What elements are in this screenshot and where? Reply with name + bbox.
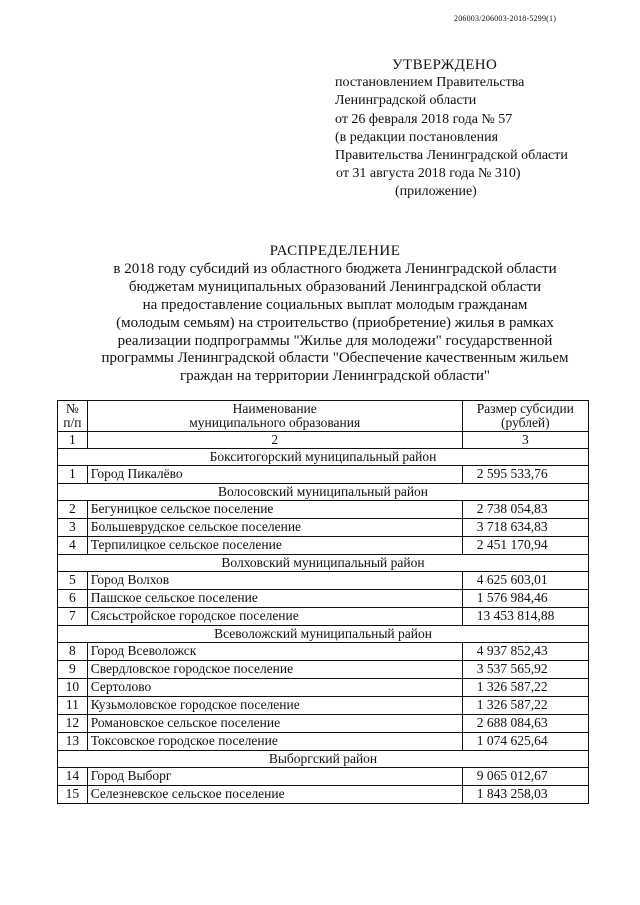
table-row	[58, 679, 589, 697]
municipality-name: Романовское сельское поселение	[87, 715, 462, 733]
subsidy-amount: 2 595 533,76	[462, 466, 588, 484]
row-number: 1	[58, 466, 88, 484]
heading-title: РАСПРЕДЕЛЕНИЕ	[269, 243, 401, 259]
header-amount-line: Размер субсидии	[476, 401, 574, 416]
table-row	[58, 501, 589, 519]
row-number: 11	[58, 697, 88, 715]
municipality-name: Терпилицкое сельское поселение	[87, 537, 462, 555]
heading-line: граждан на территории Ленинградской области"	[179, 368, 491, 385]
subsidy-amount: 4 937 852,43	[462, 643, 588, 661]
approval-annex: (приложение)	[395, 184, 477, 200]
municipality-name: Кузьмоловское городское поселение	[87, 697, 462, 715]
subsidy-amount: 2 738 054,83	[462, 501, 588, 519]
subsidy-amount: 1 326 587,22	[462, 697, 588, 715]
table-body	[58, 449, 589, 804]
header-num-line: №	[65, 401, 79, 416]
column-index: 1	[58, 432, 88, 449]
distribution-heading	[60, 243, 610, 386]
row-number: 7	[58, 608, 88, 626]
row-number: 9	[58, 661, 88, 679]
approval-line: от 31 августа 2018 года № 310)	[336, 166, 521, 182]
row-number: 12	[58, 715, 88, 733]
table-row	[58, 608, 589, 626]
column-index-row	[58, 432, 589, 449]
approval-line: от 26 февраля 2018 года № 57	[335, 111, 513, 127]
table-row	[58, 466, 589, 484]
header-name-line: муниципального образования	[189, 415, 361, 430]
municipality-name: Селезневское сельское поселение	[87, 786, 462, 804]
table-row	[58, 786, 589, 804]
header-num	[58, 401, 88, 432]
district-name: Волосовский муниципальный район	[58, 484, 589, 501]
approval-block	[335, 56, 568, 202]
subsidy-amount: 4 625 603,01	[462, 572, 588, 590]
header-amount	[462, 401, 588, 432]
heading-line: бюджетам муниципальных образований Ленинградской области	[128, 278, 542, 295]
row-number: 4	[58, 537, 88, 555]
table-header-row	[58, 401, 589, 432]
subsidy-amount: 13 453 814,88	[462, 608, 588, 626]
municipality-name: Сясьстройское городское поселение	[87, 608, 462, 626]
heading-line: реализации подпрограммы "Жилье для молодежи" государственной	[117, 332, 553, 349]
municipality-name: Бегуницкое сельское поселение	[87, 501, 462, 519]
subsidy-amount: 9 065 012,67	[462, 768, 588, 786]
document-stamp: 206003/206003-2018-5299(1)	[454, 14, 557, 23]
table-row	[58, 590, 589, 608]
municipality-name: Пашское сельское поселение	[87, 590, 462, 608]
municipality-name: Город Всеволожск	[87, 643, 462, 661]
subsidy-amount: 3 537 565,92	[462, 661, 588, 679]
table-row	[58, 733, 589, 751]
district-name: Всеволожский муниципальный район	[58, 626, 589, 643]
table-row	[58, 697, 589, 715]
row-number: 14	[58, 768, 88, 786]
approval-line: (в редакции постановления	[335, 129, 499, 145]
municipality-name: Город Волхов	[87, 572, 462, 590]
subsidy-amount: 3 718 634,83	[462, 519, 588, 537]
subsidy-amount: 1 326 587,22	[462, 679, 588, 697]
heading-line: программы Ленинградской области "Обеспечение качественным жильем	[101, 350, 569, 367]
subsidy-amount: 1 576 984,46	[462, 590, 588, 608]
district-name: Бокситогорский муниципальный район	[58, 449, 589, 466]
column-index: 2	[87, 432, 462, 449]
row-number: 15	[58, 786, 88, 804]
municipality-name: Токсовское городское поселение	[87, 733, 462, 751]
table-row	[58, 661, 589, 679]
row-number: 2	[58, 501, 88, 519]
row-number: 13	[58, 733, 88, 751]
municipality-name: Город Выборг	[87, 768, 462, 786]
subsidy-amount: 2 451 170,94	[462, 537, 588, 555]
heading-line: (молодым семьям) на строительство (приобретение) жилья в рамках	[116, 314, 554, 331]
subsidy-table	[57, 400, 589, 804]
row-number: 10	[58, 679, 88, 697]
municipality-name: Город Пикалёво	[87, 466, 462, 484]
district-row	[58, 626, 589, 643]
district-row	[58, 484, 589, 501]
subsidy-amount: 2 688 084,63	[462, 715, 588, 733]
row-number: 8	[58, 643, 88, 661]
row-number: 5	[58, 572, 88, 590]
approval-title: УТВЕРЖДЕНО	[392, 57, 498, 73]
district-name: Выборгский район	[58, 751, 589, 768]
municipality-name: Большеврудское сельское поселение	[87, 519, 462, 537]
row-number: 3	[58, 519, 88, 537]
header-num-line: п/п	[63, 415, 82, 430]
table-row	[58, 715, 589, 733]
header-name	[87, 401, 462, 432]
district-row	[58, 449, 589, 466]
table-row	[58, 537, 589, 555]
table-row	[58, 519, 589, 537]
table-row	[58, 572, 589, 590]
approval-line: постановлением Правительства	[335, 75, 525, 91]
district-row	[58, 751, 589, 768]
table-row	[58, 768, 589, 786]
subsidy-amount: 1 843 258,03	[462, 786, 588, 804]
header-name-line: Наименование	[232, 401, 317, 416]
table-row	[58, 643, 589, 661]
district-name: Волховский муниципальный район	[58, 555, 589, 572]
municipality-name: Свердловское городское поселение	[87, 661, 462, 679]
heading-line: на предоставление социальных выплат молодым гражданам	[142, 296, 528, 313]
approval-line: Ленинградской области	[335, 93, 477, 109]
row-number: 6	[58, 590, 88, 608]
column-index: 3	[462, 432, 588, 449]
header-amount-line: (рублей)	[501, 415, 550, 430]
heading-line: в 2018 году субсидий из областного бюджета Ленинградской области	[113, 260, 557, 277]
approval-line: Правительства Ленинградской области	[335, 148, 568, 164]
municipality-name: Сертолово	[87, 679, 462, 697]
subsidy-amount: 1 074 625,64	[462, 733, 588, 751]
district-row	[58, 555, 589, 572]
